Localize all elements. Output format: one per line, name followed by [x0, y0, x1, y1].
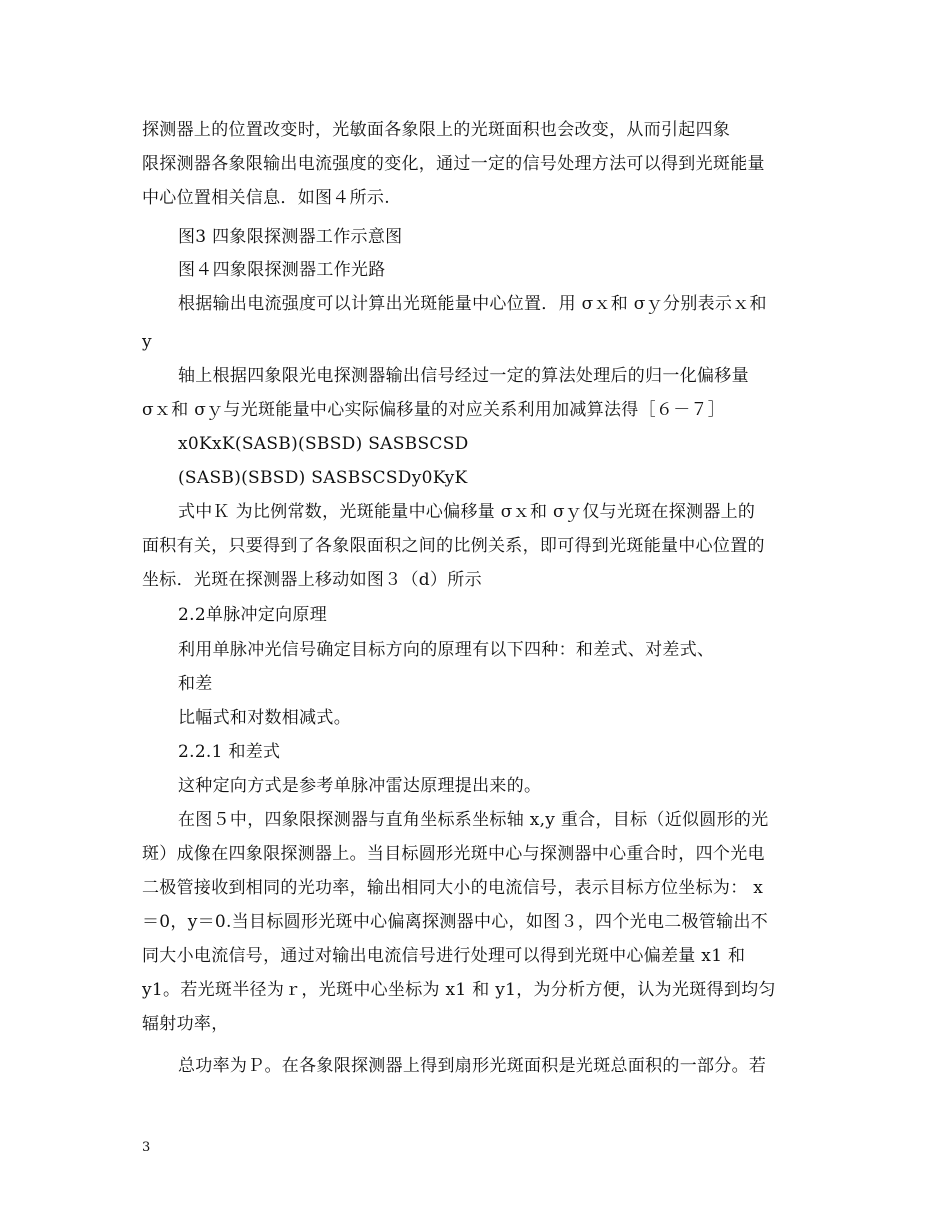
- text-line: 比幅式和对数相减式。: [178, 708, 351, 728]
- text-line: y: [142, 332, 152, 352]
- section-heading: 2.2单脉冲定向原理: [178, 605, 328, 625]
- text-line: 探测器上的位置改变时，光敏面各象限上的光斑面积也会改变，从而引起四象: [142, 120, 731, 140]
- page-number: 3: [142, 1140, 151, 1155]
- text-line: σｘ和 σｙ与光斑能量中心实际偏移量的对应关系利用加减算法得［６－７］: [142, 400, 726, 420]
- text-line: 根据输出电流强度可以计算出光斑能量中心位置．用 σｘ和 σｙ分别表示ｘ和: [178, 294, 767, 314]
- text-line: 轴上根据四象限光电探测器输出信号经过一定的算法处理后的归一化偏移量: [178, 366, 749, 386]
- text-line: y1。若光斑半径为ｒ，光斑中心坐标为 x1 和 y1，为分析方便，认为光斑得到均匀: [142, 980, 776, 1000]
- text-line: 在图５中，四象限探测器与直角坐标系坐标轴 x,y 重合，目标（近似圆形的光: [178, 810, 769, 830]
- figure-caption: 图４四象限探测器工作光路: [178, 260, 386, 280]
- text-line: ＝0，y＝0.当目标圆形光斑中心偏离探测器中心，如图３，四个光电二极管输出不: [142, 912, 769, 932]
- text-line: 同大小电流信号，通过对输出电流信号进行处理可以得到光斑中心偏差量 x1 和: [142, 946, 746, 966]
- text-line: 限探测器各象限输出电流强度的变化，通过一定的信号处理方法可以得到光斑能量: [142, 154, 765, 174]
- text-line: 这种定向方式是参考单脉冲雷达原理提出来的。: [178, 776, 542, 796]
- text-line: 斑）成像在四象限探测器上。当目标圆形光斑中心与探测器中心重合时，四个光电: [142, 844, 765, 864]
- formula-line: (SASB)(SBSD) SASBSCSDy0KyK: [178, 468, 468, 488]
- text-line: 坐标．光斑在探测器上移动如图３（d）所示: [142, 570, 482, 590]
- text-line: 辐射功率，: [142, 1014, 229, 1034]
- text-line: 面积有关，只要得到了各象限面积之间的比例关系，即可得到光斑能量中心位置的: [142, 536, 765, 556]
- text-line: 总功率为Ｐ。在各象限探测器上得到扇形光斑面积是光斑总面积的一部分。若: [178, 1056, 767, 1076]
- text-line: 中心位置相关信息．如图４所示.: [142, 188, 390, 208]
- section-heading: 2.2.1 和差式: [178, 742, 281, 762]
- text-line: 利用单脉冲光信号确定目标方向的原理有以下四种：和差式、对差式、: [178, 640, 715, 660]
- text-line: 和差: [178, 674, 213, 694]
- text-line: 式中Ｋ 为比例常数，光斑能量中心偏移量 σｘ和 σｙ仅与光斑在探测器上的: [178, 502, 756, 522]
- formula-line: x0KxK(SASB)(SBSD) SASBSCSD: [178, 434, 469, 454]
- figure-caption: 图3 四象限探测器工作示意图: [178, 227, 403, 247]
- text-line: 二极管接收到相同的光功率，输出相同大小的电流信号，表示目标方位坐标为： x: [142, 878, 764, 898]
